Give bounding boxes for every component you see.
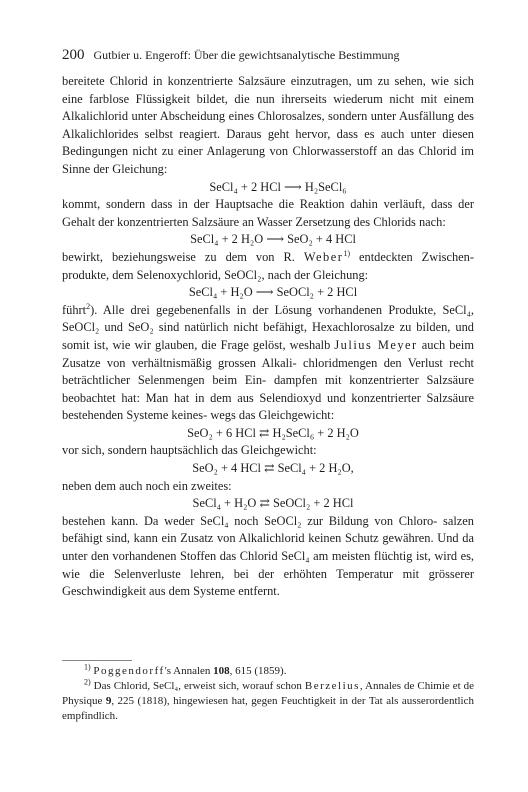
text-line: bereitete Chlorid in konzentrierte Salzsäure einzutragen, um zu sehen,	[62, 74, 426, 88]
text-line: kommt, sondern dass in der Hauptsache die Reaktion dahin verläuft,	[62, 197, 426, 212]
text-line: Anlagerung von Chlorwasserstoff an das Chlorid im Sinne der Gleichung:	[62, 144, 474, 176]
equation: SeCl₄ + 2 HCl ⟶ H₂SeCl₆	[209, 179, 347, 194]
text-line: dass der Gehalt der konzentrierten Salzsäure an Wasser Zersetzung des	[62, 197, 474, 229]
text-line: bestehen kann. Da weder SeCl₄ noch SeOCl₂ zur Bildung von Chloro-	[62, 513, 438, 528]
footnote-text: , 615 (1859).	[229, 665, 287, 677]
text-line: Chlorids nach:	[373, 214, 446, 229]
author-name: Weber	[303, 249, 344, 264]
text-line: sondern unter Ausfällung des Alkalichlorides selbst reagiert. Daraus	[62, 109, 474, 141]
footnote-mark: 2)	[84, 677, 91, 687]
paragraph	[62, 442, 474, 460]
text-line: vor sich, sondern hauptsächlich das Gleichgewicht:	[62, 443, 317, 458]
author-name: Berzelius	[304, 680, 360, 692]
footnote-text: , 225 (1818), hingewiesen hat, gegen Feuchtigkeit	[111, 695, 336, 707]
text-line: produkte, dem Selenoxychlorid, SeOCl₂, nach der Gleichung:	[62, 267, 369, 282]
footnote-divider	[62, 660, 132, 661]
equation: SeCl₄ + H₂O ⟶ SeOCl₂ + 2 HCl	[188, 285, 358, 300]
footnote-text: 's Annalen	[164, 665, 214, 677]
paragraph	[62, 513, 474, 601]
paragraph	[62, 73, 474, 179]
text-line: bewirkt, beziehungsweise zu dem von R.	[62, 249, 304, 264]
text-line: erhöhten Temperatur mit grösserer Geschwindigkeit aus dem Systeme	[62, 566, 474, 599]
author-name: Poggendorff	[93, 665, 165, 677]
running-title: Gutbier u. Engeroff: Über die gewichtsanalytische Bestimmung	[93, 48, 400, 62]
footnote-text: Das Chlorid, SeCl₄, erweist sich, worauf schon	[93, 680, 305, 692]
page-number: 200	[62, 47, 85, 63]
text-line: salzen befähigt sind, kann ein Zusatz von Alkalichlorid keinen Schutz	[62, 513, 474, 546]
footnote	[62, 679, 474, 724]
footnote-text: , Annales	[359, 680, 402, 692]
volume-number: 108	[213, 665, 230, 677]
text-line: auch beim Zusatze von verhältnismäßig grossen Alkali-	[62, 337, 474, 370]
footnote-mark: 1)	[343, 248, 351, 258]
text-line: am meisten flüchtig ist, wird es, wie die Selenverluste lehren, bei der	[62, 549, 474, 581]
footnote	[62, 664, 474, 679]
equation: SeCl₄ + 2 H₂O ⟶ SeO₂ + 4 HCl	[190, 232, 356, 247]
footnote-mark: 2	[86, 301, 91, 311]
text-line: entdeckten Zwischen-	[350, 249, 474, 264]
text-line: gewähren. Und da unter den vorhandenen Stoffen das Chlorid SeCl₄	[62, 531, 474, 564]
text-line: nicht mit einem Alkalichlorid unter Abscheidung eines Chlorosalzes,	[62, 91, 474, 124]
paragraph	[62, 196, 474, 231]
paragraph	[62, 249, 474, 284]
text-line: SeCl₄, SeOCl₂ und SeO₂ sind natürlich nicht befähigt, Hexachlorosalze	[62, 302, 474, 335]
text-line: geht hervor, dass es auch unter diesen Bedingungen nicht zu einer	[62, 126, 474, 159]
text-line: entfernt.	[238, 584, 280, 599]
text-line: wie sich eine farblose Flüssigkeit bildet, die nun ihrerseits wiederum	[62, 74, 474, 106]
footnotes	[62, 664, 474, 724]
running-header	[62, 48, 474, 62]
text-line: ). Alle drei gegebenenfalls in der Lösung vorhandenen Produkte,	[90, 302, 437, 317]
footnote-text: de Chimie et de Physique	[62, 680, 475, 707]
text-line: dampfen mit konzentrierter Salzsäure beobachtet hat: Man hat in dem	[62, 373, 474, 405]
body-text	[62, 73, 474, 601]
equation: SeCl₄ + H₂O ⇄ SeOCl₂ + 2 HCl	[192, 496, 354, 511]
footnote-text: in der Tat als ausserordentlich empfindlich.	[62, 695, 474, 722]
paragraph	[62, 478, 474, 496]
text-line: wegs das Gleichgewicht:	[210, 408, 335, 423]
text-line: zu bilden, und somit ist, wie wir glauben, die Frage gelöst, weshalb	[62, 320, 474, 352]
paragraph	[62, 302, 474, 425]
text-line: chloridmengen den Verlust recht beträchtlicher Selenmengen beim Ein-	[62, 355, 474, 388]
text-line: neben dem auch noch ein zweites:	[62, 478, 232, 493]
text-line: aus Selendioxyd und konzentrierter Salzsäure bestehenden Systeme keines-	[62, 390, 474, 423]
author-name: Julius Meyer	[334, 337, 418, 352]
equation: SeO₂ + 6 HCl ⇄ H₂SeCl₆ + 2 H₂O	[187, 425, 359, 440]
equation: SeO₂ + 4 HCl ⇄ SeCl₄ + 2 H₂O,	[192, 461, 354, 476]
text-line: führt	[62, 302, 87, 317]
volume-number: 9	[105, 695, 112, 707]
footnote-mark: 1)	[84, 662, 91, 672]
